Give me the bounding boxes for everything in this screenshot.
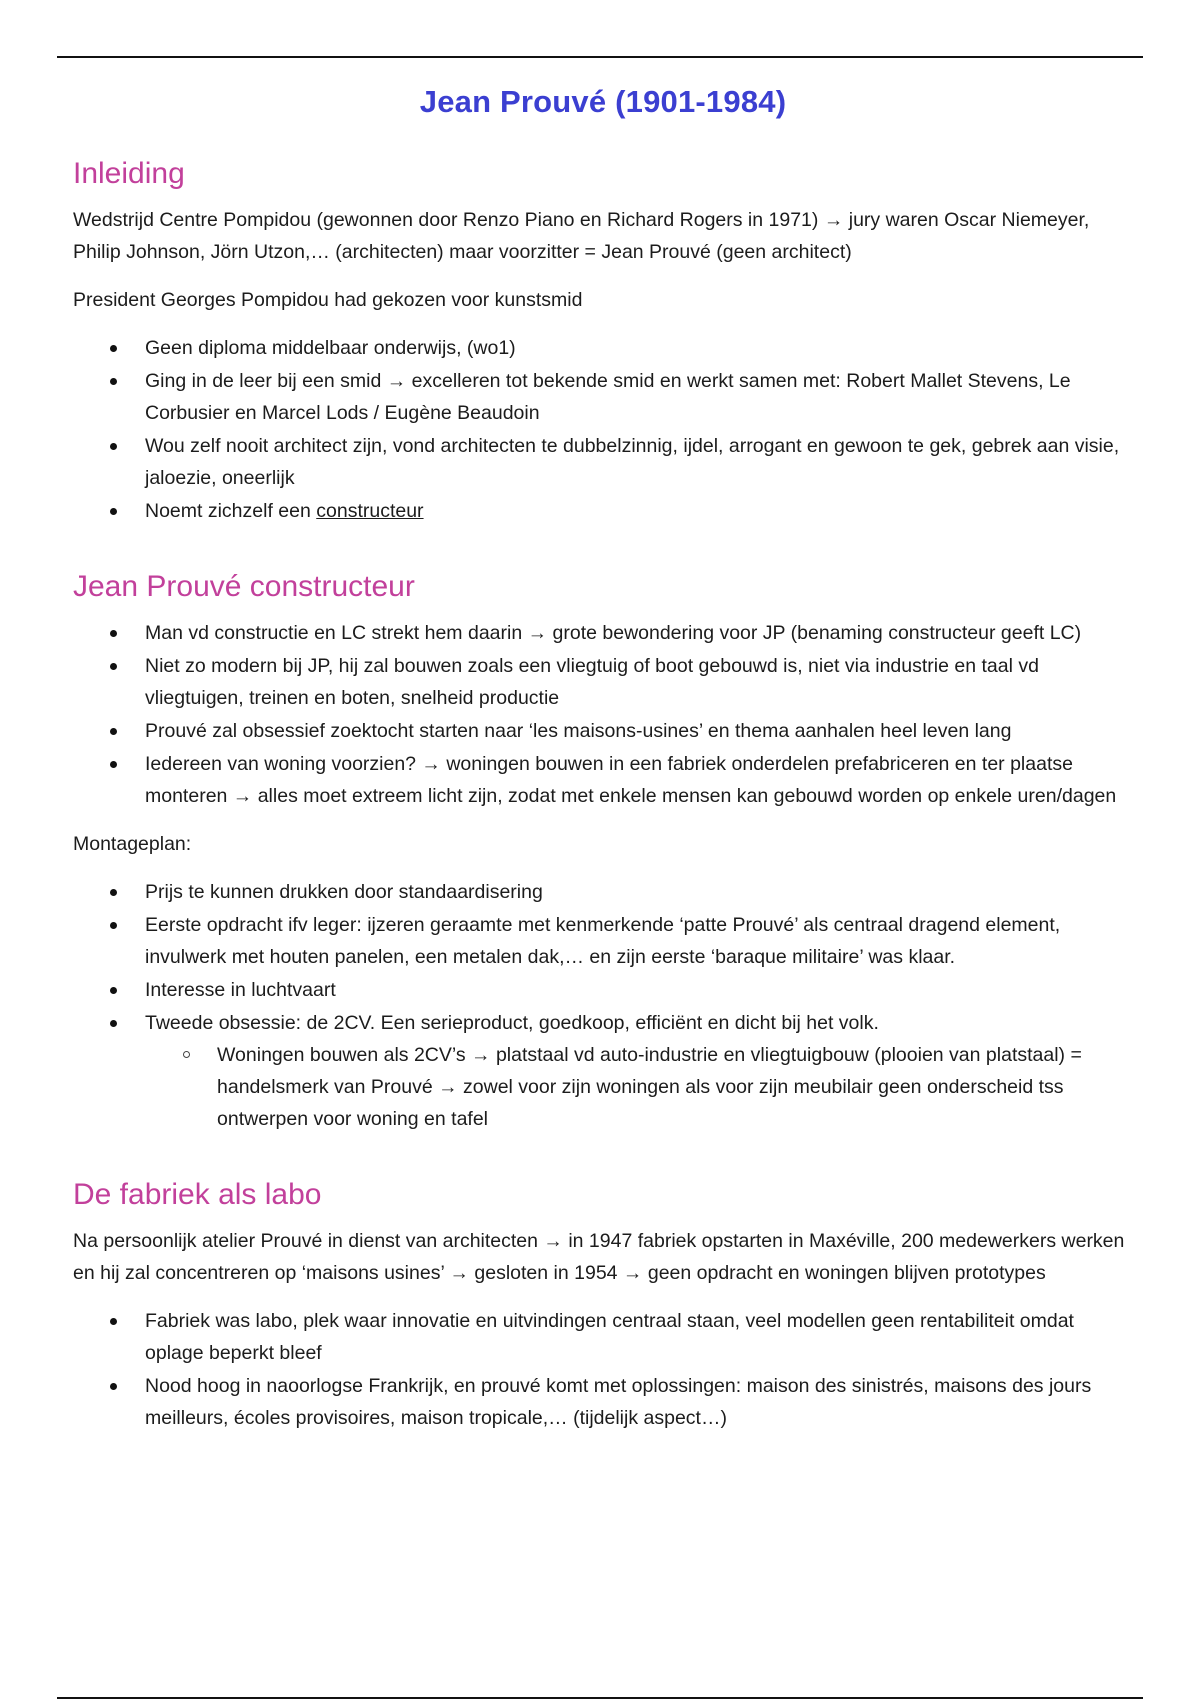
section-heading: Jean Prouvé constructeur [73,570,415,603]
paragraph: President Georges Pompidou had gekozen voor kunstsmid [73,289,583,311]
bullet-list [73,332,1133,527]
bottom-rule [57,1697,1143,1699]
list-item: Interesse in luchtvaart [73,974,1133,1006]
section-fabriek [73,1177,1133,1434]
list-item: Eerste opdracht ifv leger: ijzeren geraamte met kenmerkende ‘patte Prouvé’ als centraal dragend element, invulwerk met houten panelen, een metalen dak,… en zijn eerste ‘baraque militaire’ was klaar. [73,909,1133,973]
list-item: Ging in de leer bij een smid → excelleren tot bekende smid en werkt samen met: Robert Mallet Stevens, Le Corbusier en Marcel Lods / Eugène Beaudoin [73,365,1133,429]
list-item-text: Tweede obsessie: de 2CV. Een serieproduct, goedkoop, efficiënt en dicht bij het volk. [145,1012,879,1034]
list-item: Nood hoog in naoorlogse Frankrijk, en prouvé komt met oplossingen: maison des sinistrés, maisons des jours meilleurs, écoles provisoires, maison tropicale,… (tijdelijk aspect…) [73,1370,1133,1434]
section-inleiding [73,156,1133,527]
sub-list-item: Woningen bouwen als 2CV’s → platstaal vd auto-industrie en vliegtuigbouw (plooien van platstaal) = handelsmerk van Prouvé → zowel voor zijn woningen als voor zijn meubilair geen onderscheid tss ontwerpen voor woning en tafel [145,1039,1133,1135]
sub-bullet-list [145,1039,1133,1135]
paragraph: Wedstrijd Centre Pompidou (gewonnen door Renzo Piano en Richard Rogers in 1971) → jury waren Oscar Niemeyer, Philip Johnson, Jörn Utzon,… (architecten) maar voorzitter = Jean Prouvé (geen architect) [73,209,1090,263]
list-item: Geen diploma middelbaar onderwijs, (wo1) [73,332,1133,364]
bullet-list [73,1305,1133,1434]
list-item: Prouvé zal obsessief zoektocht starten naar ‘les maisons-usines’ en thema aanhalen heel leven lang [73,715,1133,747]
underlined-term: constructeur [316,500,424,522]
document-title: Jean Prouvé (1901-1984) [419,84,787,119]
bullet-list [73,876,1133,1135]
paragraph: Na persoonlijk atelier Prouvé in dienst van architecten → in 1947 fabriek opstarten in Maxéville, 200 medewerkers werken en hij zal concentreren op ‘maisons usines’ → gesloten in 1954 → geen opdracht en woningen blijven prototypes [73,1230,1125,1284]
section-heading: Inleiding [73,157,185,190]
bullet-list [73,617,1133,812]
paragraph: Montageplan: [73,833,192,855]
list-item [73,1007,1133,1135]
list-item-text: Noemt zichzelf een [145,500,317,522]
section-constructeur [73,569,1133,1135]
top-rule [57,56,1143,58]
list-item: Prijs te kunnen drukken door standaardisering [73,876,1133,908]
list-item: Iedereen van woning voorzien? → woningen bouwen in een fabriek onderdelen prefabriceren en ter plaatse monteren → alles moet extreem licht zijn, zodat met enkele mensen kan gebouwd worden op enkele uren/dagen [73,748,1133,812]
list-item: Fabriek was labo, plek waar innovatie en uitvindingen centraal staan, veel modellen geen rentabiliteit omdat oplage beperkt bleef [73,1305,1133,1369]
section-heading: De fabriek als labo [73,1178,322,1211]
list-item: Wou zelf nooit architect zijn, vond architecten te dubbelzinnig, ijdel, arrogant en gewoon te gek, gebrek aan visie, jaloezie, oneerlijk [73,430,1133,494]
list-item: Niet zo modern bij JP, hij zal bouwen zoals een vliegtuig of boot gebouwd is, niet via industrie en taal vd vliegtuigen, treinen en boten, snelheid productie [73,650,1133,714]
list-item: Man vd constructie en LC strekt hem daarin → grote bewondering voor JP (benaming constructeur geeft LC) [73,617,1133,649]
document-body [73,84,1133,1450]
list-item [73,495,1133,527]
